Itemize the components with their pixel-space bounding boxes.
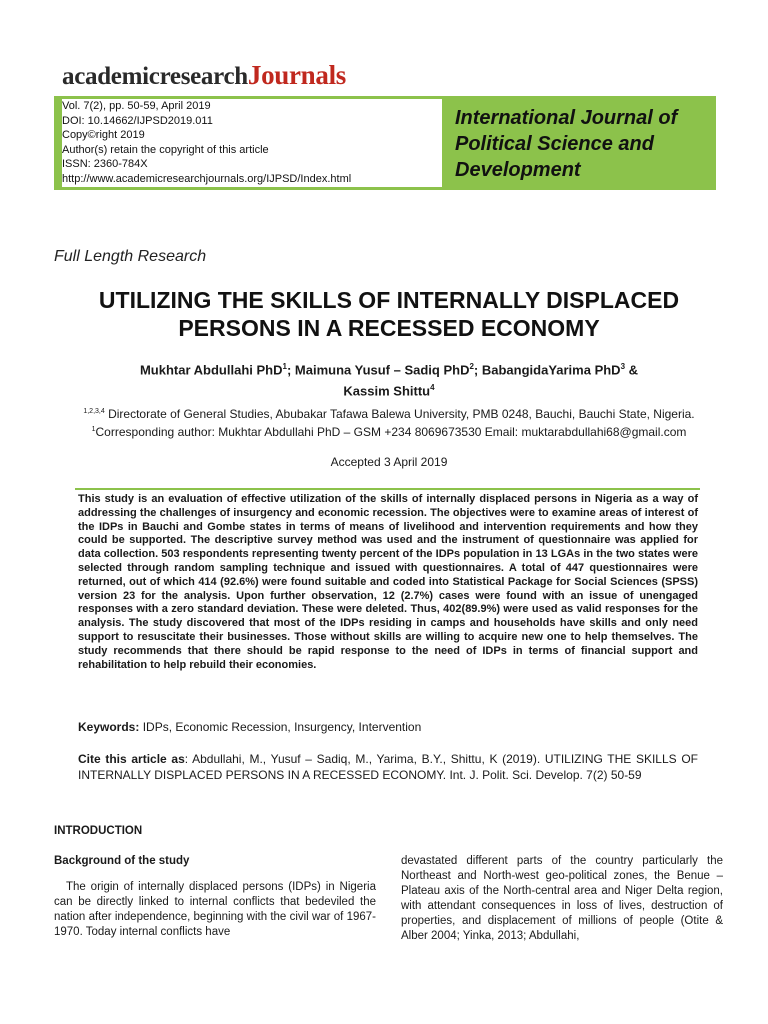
- author-sup: 3: [620, 362, 626, 371]
- corresponding-line: [40, 422, 738, 440]
- author-sup: 2: [469, 362, 474, 371]
- citation-text: : Abdullahi, M., Yusuf – Sadiq, M., Yarima, B.Y., Shittu, K (2019). UTILIZING THE SKILLS OF INTERNALLY DISPLACED PERSONS IN A RECESSED ECONOMY. Int. J. Polit. Sci. Develop. 7(2) 50-59: [78, 752, 699, 782]
- author-name: Mukhtar Abdullahi PhD: [139, 362, 283, 378]
- article-title: UTILIZING THE SKILLS OF INTERNALLY DISPLACED PERSONS IN A RECESSED ECONOMY: [98, 287, 680, 341]
- author-name: Kassim Shittu: [343, 383, 431, 399]
- citation-label: Cite this article as: [78, 752, 185, 766]
- copyright: Copy©right 2019: [62, 129, 145, 141]
- subsection-heading: Background of the study: [54, 855, 190, 867]
- affiliation-sup: 1,2,3,4: [83, 408, 105, 415]
- keywords-label: Keywords:: [78, 720, 140, 734]
- article-type: Full Length Research: [54, 248, 207, 265]
- article-meta: [62, 99, 351, 186]
- body-column-right: devastated different parts of the country particularly the Northeast and North-west geo-political zones, the Benue – Plateau axis of the North-central area and Niger Delta region, with attendant consequences in loss of lives, destruction of properties, and displacement of millions of people (Otite & Alber 2004; Yinka, 2013; Abdullahi,: [401, 855, 723, 942]
- logo-text-primary: academicresearch: [62, 63, 248, 90]
- abstract-divider: [75, 488, 700, 490]
- citation: [78, 752, 698, 783]
- author-separator: &: [625, 362, 639, 378]
- author-sup: 1: [282, 362, 287, 371]
- author-name: ; BabangidaYarima PhD: [473, 362, 621, 378]
- issn: ISSN: 2360-784X: [62, 158, 148, 170]
- logo-text-accent: Journals: [247, 60, 346, 90]
- accepted-date: Accepted 3 April 2019: [330, 455, 448, 469]
- affiliation-line: [40, 404, 738, 422]
- volume-info: Vol. 7(2), pp. 50-59, April 2019: [62, 100, 211, 112]
- keywords: [78, 720, 698, 734]
- rights-statement: Author(s) retain the copyright of this article: [62, 143, 269, 156]
- affiliation-text: Directorate of General Studies, Abubakar Tafawa Balewa University, PMB 0248, Bauchi, Bauchi State, Nigeria.: [104, 407, 695, 421]
- journal-title: International Journal of Political Science and Development: [455, 107, 678, 181]
- affiliation-block: [40, 404, 738, 440]
- doi: DOI: 10.14662/IJPSD2019.011: [62, 114, 213, 127]
- author-sup: 4: [430, 383, 435, 393]
- keywords-text: IDPs, Economic Recession, Insurgency, Intervention: [139, 720, 422, 734]
- author-list: [60, 358, 718, 401]
- author-name: ; Maimuna Yusuf – Sadiq PhD: [286, 362, 470, 378]
- body-column-left: [54, 825, 376, 940]
- corresponding-sup: 1: [91, 426, 96, 433]
- publisher-logo: [62, 60, 346, 91]
- corresponding-text: Corresponding author: Mukhtar Abdullahi PhD – GSM +234 8069673530 Email: muktarabdullahi68@gmail.com: [95, 425, 687, 439]
- paragraph: The origin of internally displaced persons (IDPs) in Nigeria can be directly linked to internal conflicts that bedeviled the nation after independence, beginning with the civil war of 1967-1970. Today internal conflicts have: [54, 881, 376, 938]
- journal-url[interactable]: http://www.academicresearchjournals.org/IJPSD/Index.html: [62, 172, 352, 185]
- section-heading: INTRODUCTION: [54, 825, 143, 837]
- abstract: This study is an evaluation of effective utilization of the skills of internally displaced persons in Nigeria as a way of addressing the challenges of insurgency and economic recession. The objectives were to examine areas of interest of the IDPs in Bauchi and Gombe states in terms of means of livelihood and intervention requirements and how they could be supported. The descriptive survey method was used and the instrument of questionnaire was applied for data collection. 503 respondents representing twenty percent of the IDPs population in 13 LGAs in the two states were selected through random sampling technique and issued with questionnaires. A total of 447 questionnaires were returned, out of which 414 (92.6%) were found suitable and coded into Statistical Package for Social Sciences (SPSS) version 23 for the analysis. Upon further observation, 12 (2.7%) cases were found with an issue of unengaged responses with a zero standard deviation. These were deleted. Thus, 402(89.9%) were used as valid responses for the analysis. The study discovered that most of the IDPs residing in camps and households have skills and only need support to resuscitate their businesses. Those without skills are willing to acquire new one to help themselves. The study recommends that there should be rapid response to the need of IDPs in terms of financial support and rehabilitation to help rebuild their economies.: [78, 493, 698, 671]
